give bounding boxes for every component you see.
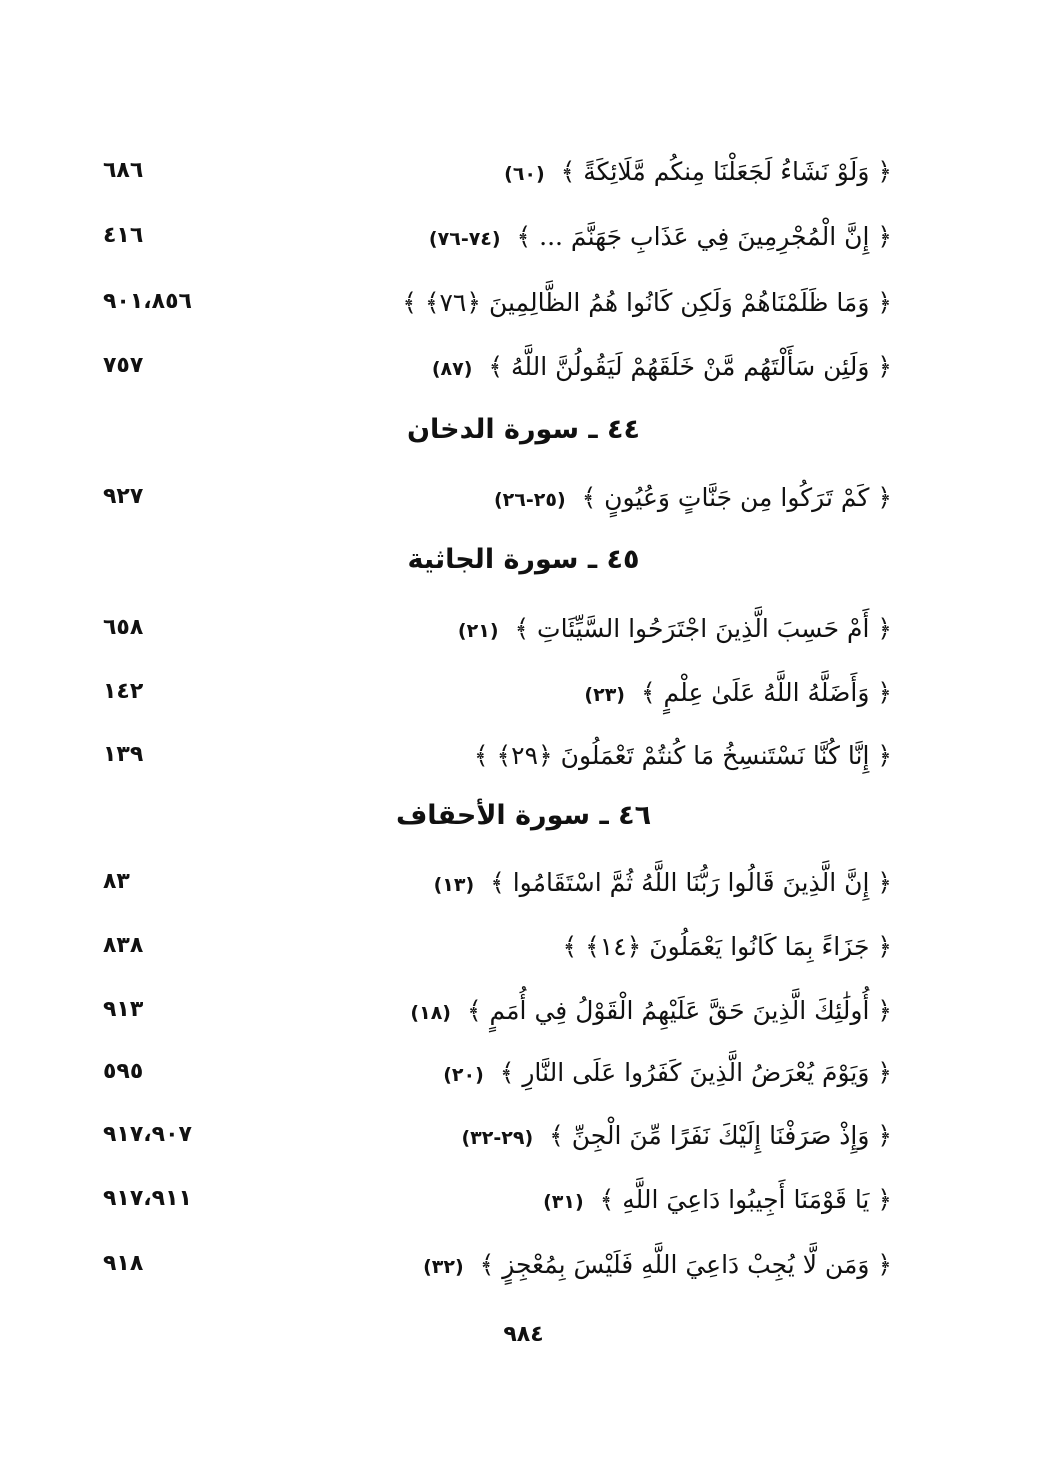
verse-text — [543, 1180, 892, 1222]
index-entry — [0, 1053, 1047, 1111]
verse-reference: (٢٠) — [443, 1064, 484, 1086]
index-entry — [0, 1180, 1047, 1238]
page-references: ٦٨٦ — [103, 158, 144, 183]
verse-text — [423, 1245, 892, 1287]
verse-text — [494, 478, 892, 520]
verse-quote: ﴿ وَلَوْ نَشَاءُ لَجَعَلْنَا مِنكُم مَّلَائِكَةً ﴾ — [560, 157, 892, 186]
surah-title: ٤٤ ـ سورة الدخان — [407, 414, 640, 445]
verse-quote: ﴿ وَمَن لَّا يُجِبْ دَاعِيَ اللَّهِ فَلَيْسَ بِمُعْجِزٍ ﴾ — [479, 1250, 892, 1279]
index-entry — [0, 217, 1047, 275]
verse-reference: (٧٤-٧٦) — [428, 228, 501, 250]
index-entry — [0, 673, 1047, 731]
verse-quote: ﴿ إِنَّا كُنَّا نَسْتَنسِخُ مَا كُنتُمْ تَعْمَلُونَ ﴿٢٩﴾ ﴾ — [473, 741, 892, 770]
index-entry — [0, 478, 1047, 536]
surah-heading — [0, 796, 1047, 836]
page-references: ٨٣ — [103, 869, 130, 894]
verse-reference: (٦٠) — [504, 163, 545, 185]
index-entry — [0, 1245, 1047, 1303]
verse-quote: ﴿ إِنَّ الَّذِينَ قَالُوا رَبُّنَا اللَّهُ ثُمَّ اسْتَقَامُوا ﴾ — [490, 868, 892, 897]
verse-text — [504, 152, 892, 194]
verse-quote: ﴿ وَأَضَلَّهُ اللَّهُ عَلَىٰ عِلْمٍ ﴾ — [640, 678, 892, 707]
verse-reference: (٣٢) — [423, 1256, 464, 1278]
surah-heading — [0, 540, 1047, 580]
verse-reference: (٢٩-٣٢) — [461, 1127, 534, 1149]
verse-text — [432, 347, 892, 389]
page-references: ٨٣٨ — [103, 933, 144, 958]
page-references: ٩١٧،٩١١ — [103, 1186, 192, 1211]
verse-text — [461, 1116, 892, 1158]
page-references: ٥٩٥ — [103, 1059, 144, 1084]
verse-text — [555, 927, 892, 969]
page-references: ٩١٣ — [103, 997, 144, 1022]
verse-quote: ﴿ وَلَئِن سَأَلْتَهُم مَّنْ خَلَقَهُمْ لَيَقُولُنَّ اللَّهُ ﴾ — [488, 352, 892, 381]
verse-text — [410, 991, 892, 1033]
index-entry — [0, 863, 1047, 921]
index-entry — [0, 736, 1047, 794]
verse-reference: (٣١) — [543, 1191, 584, 1213]
verse-quote: ﴿ كَمْ تَرَكُوا مِن جَنَّاتٍ وَعُيُونٍ ﴾ — [581, 483, 892, 512]
verse-text — [394, 283, 892, 325]
index-entry — [0, 152, 1047, 210]
index-entry — [0, 1116, 1047, 1174]
index-entry — [0, 283, 1047, 341]
index-entry — [0, 927, 1047, 985]
verse-text — [458, 609, 892, 651]
surah-title: ٤٦ ـ سورة الأحقاف — [395, 800, 652, 831]
surah-heading — [0, 410, 1047, 450]
page-references: ٤١٦ — [103, 223, 144, 248]
verse-quote: ﴿ يَا قَوْمَنَا أَجِيبُوا دَاعِيَ اللَّهِ ﴾ — [599, 1185, 892, 1214]
verse-reference: (٢٣) — [584, 684, 625, 706]
verse-reference: (٢١) — [457, 620, 499, 642]
verse-quote: ﴿ وَمَا ظَلَمْنَاهُمْ وَلَكِن كَانُوا هُمُ الظَّالِمِينَ ﴿٧٦﴾ ﴾ — [402, 288, 892, 317]
page-references: ٩١٧،٩٠٧ — [103, 1122, 192, 1147]
verse-quote: ﴿ جَزَاءً بِمَا كَانُوا يَعْمَلُونَ ﴿١٤﴾ ﴾ — [562, 932, 892, 961]
verse-quote: ﴿ وَيَوْمَ يُعْرَضُ الَّذِينَ كَفَرُوا عَلَى النَّارِ ﴾ — [499, 1058, 892, 1087]
page-references: ٩١٨ — [103, 1251, 144, 1276]
page-references: ٩٢٧ — [103, 484, 144, 509]
verse-quote: ﴿ وَإِذْ صَرَفْنَا إِلَيْكَ نَفَرًا مِّنَ الْجِنِّ ﴾ — [549, 1121, 892, 1150]
verse-quote: ﴿ أَمْ حَسِبَ الَّذِينَ اجْتَرَحُوا السَّيِّئَاتِ ﴾ — [514, 614, 892, 643]
verse-text — [443, 1053, 892, 1095]
page-references: ٦٥٨ — [103, 615, 144, 640]
verse-text — [434, 863, 892, 905]
verse-reference: (٢٥-٢٦) — [493, 489, 566, 511]
page-references: ٩٠١،٨٥٦ — [103, 289, 192, 314]
verse-quote: ﴿ إِنَّ الْمُجْرِمِينَ فِي عَذَابِ جَهَنَّمَ ... ﴾ — [516, 222, 892, 251]
page-references: ١٣٩ — [103, 742, 144, 767]
index-entry — [0, 347, 1047, 405]
verse-text — [429, 217, 892, 259]
verse-reference: (١٨) — [410, 1002, 451, 1024]
verse-quote: ﴿ أُولَٰئِكَ الَّذِينَ حَقَّ عَلَيْهِمُ الْقَوْلُ فِي أُمَمٍ ﴾ — [466, 996, 892, 1025]
surah-title: ٤٥ ـ سورة الجاثية — [407, 544, 640, 575]
page-references: ٧٥٧ — [103, 353, 144, 378]
verse-text — [466, 736, 892, 778]
verse-reference: (١٣) — [433, 874, 475, 896]
page-number: ٩٨٤ — [503, 1322, 544, 1347]
index-entry — [0, 991, 1047, 1049]
page-references: ١٤٢ — [103, 679, 144, 704]
verse-reference: (٨٧) — [431, 358, 473, 380]
verse-text — [584, 673, 892, 715]
index-entry — [0, 609, 1047, 667]
